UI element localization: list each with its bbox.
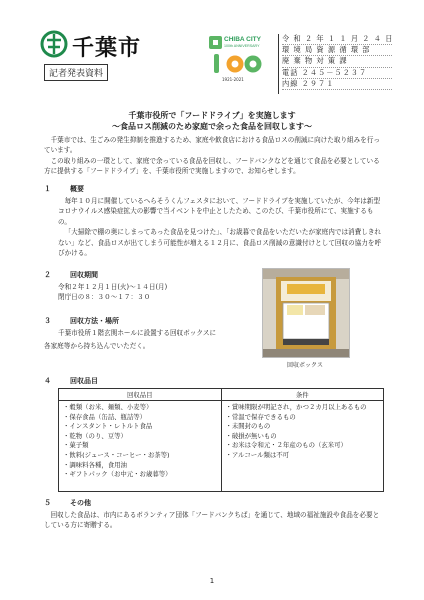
section-number: １ bbox=[44, 185, 51, 193]
other-paragraph: 回収した食品は、市内にあるボランティア団体「フードバンクちば」を通じて、地域の福祉施設や食品を必要としている方に寄贈する。 bbox=[44, 511, 380, 530]
extension-number: 内線 ２９７１ bbox=[282, 79, 392, 90]
list-item: ・菓子類 bbox=[63, 441, 89, 450]
collection-box-image-icon bbox=[263, 269, 349, 357]
list-item: ・未開封のもの bbox=[225, 422, 271, 431]
document-subtitle: ～食品ロス削減のため家庭で余った食品を回収します～ bbox=[112, 122, 312, 131]
chiba-city-emblem-icon bbox=[40, 30, 68, 58]
document-title: 千葉市役所で「フードドライブ」を実施します bbox=[128, 111, 296, 120]
method-line-1: 千葉市役所１階玄関ホールに設置する回収ボックスに bbox=[58, 329, 217, 337]
overview-paragraph-2: 「大掃除で棚の奥にしまってあった食品を見つけた」、「お歳暮で食品をいただいたが家庭内では消費しきれない」など、食品ロスが出てしまう可能性が増える１２月に、食品ロス削減の意識付けとして回収の協力を呼びかける。 bbox=[58, 228, 382, 258]
column-header-conditions: 条件 bbox=[221, 389, 384, 401]
overview-paragraph-1: 毎年１０月に開催しているへらそうくんフェスタにおいて、フードドライブを実施していたが、今年は新型コロナウイルス感染症拡大の影響で当イベントを中止としたため、このたび、千葉市役所にて、実施するもの。 bbox=[58, 197, 381, 226]
list-item: ・常温で保存できるもの bbox=[225, 412, 296, 421]
section-title: 概要 bbox=[70, 185, 84, 193]
release-date: 令 和 ２ 年 １ １ 月 ２ ４ 日 bbox=[282, 34, 392, 45]
anniversary-number: 100 bbox=[208, 32, 210, 33]
phone-number: 電話 ２４５－５２３７ bbox=[282, 68, 392, 79]
collection-box-photo bbox=[262, 268, 350, 358]
section-number: ２ bbox=[44, 271, 51, 279]
section-other-heading bbox=[44, 498, 91, 508]
list-item: ・アルコール類は不可 bbox=[225, 450, 290, 459]
section-overview-heading bbox=[44, 184, 84, 194]
anniversary-subtitle: 100th ANNIVERSARY bbox=[224, 44, 260, 48]
section-title: その他 bbox=[70, 499, 91, 507]
city-name: 千葉市 bbox=[72, 36, 142, 61]
section-title: 回収品目 bbox=[70, 377, 98, 385]
photo-caption: 回収ボックス bbox=[287, 362, 323, 369]
dept-divider bbox=[278, 34, 279, 94]
section-number: ３ bbox=[44, 317, 51, 325]
section-method-heading bbox=[44, 316, 119, 326]
anniversary-mark-icon bbox=[208, 32, 274, 76]
anniversary-title: CHIBA CITY bbox=[224, 36, 261, 43]
section-title: 回収期間 bbox=[70, 271, 98, 279]
section-number: ４ bbox=[44, 377, 51, 385]
list-item: ・お米は令和元・２年産のもの（玄米可） bbox=[225, 441, 347, 450]
method-text-2 bbox=[44, 341, 258, 351]
list-item: ・賞味期限が明記され，かつ２カ月以上あるもの bbox=[225, 403, 367, 411]
list-item: ・穀類（お米、麺類、小麦等） bbox=[63, 403, 153, 411]
list-item: ・調味料各種，食用油 bbox=[63, 460, 127, 469]
city-logo bbox=[40, 30, 150, 62]
section-period-heading bbox=[44, 270, 98, 280]
other-text bbox=[44, 510, 384, 531]
section-title: 回収方法・場所 bbox=[70, 317, 119, 325]
press-release-label: 記者発表資料 bbox=[44, 64, 108, 81]
method-text bbox=[58, 328, 258, 338]
intro-paragraph-2: この取り組みの一環として、家庭で余っている食品を回収し、フードバンクなどを通じて食品を必要としている方に提供する「フードドライブ」を、千葉市役所で実施しますので、お知らせします。 bbox=[44, 156, 380, 176]
list-item: ・保存食品（缶詰、瓶詰等） bbox=[63, 412, 147, 421]
list-item: ・インスタント・レトルト食品 bbox=[63, 422, 153, 431]
department-info bbox=[282, 34, 392, 90]
page-number: 1 bbox=[209, 577, 215, 585]
column-header-items: 回収品目 bbox=[59, 389, 222, 401]
period-text bbox=[58, 282, 258, 303]
collection-dates: 令和２年１２月１日(火)～１４日(月) bbox=[58, 283, 168, 291]
anniversary-logo bbox=[208, 32, 274, 86]
conditions-cell bbox=[221, 401, 384, 492]
list-item: ・破損が無いもの bbox=[225, 431, 277, 440]
intro-text bbox=[44, 135, 384, 177]
table-row bbox=[59, 401, 384, 492]
anniversary-years: 1921-2021 bbox=[222, 77, 244, 82]
method-line-2: 各家庭等から持ち込んでいただく。 bbox=[44, 342, 150, 350]
list-item: ・飲料(ジュース・コーヒー・お茶等) bbox=[63, 450, 170, 459]
list-item: ・乾物（のり、豆等） bbox=[63, 431, 127, 440]
collection-hours: 閉庁日の８：３０～１７：３０ bbox=[58, 293, 151, 302]
intro-paragraph-1: 千葉市では、生ごみの発生抑制を推進するため、家庭や飲食店における食品ロスの削減に向けた取り組みを行っています。 bbox=[44, 136, 381, 155]
table-header-row bbox=[59, 389, 384, 401]
list-item: ・ギフトパック（お中元・お歳暮等） bbox=[63, 470, 172, 479]
collection-items-table bbox=[58, 388, 384, 492]
bureau-name: 環 境 局 資 源 循 環 部 bbox=[282, 45, 392, 56]
overview-text bbox=[58, 196, 384, 258]
section-number: ５ bbox=[44, 499, 51, 507]
section-items-heading bbox=[44, 376, 98, 386]
items-cell bbox=[59, 401, 222, 492]
division-name: 廃 棄 物 対 策 課 bbox=[282, 56, 392, 67]
